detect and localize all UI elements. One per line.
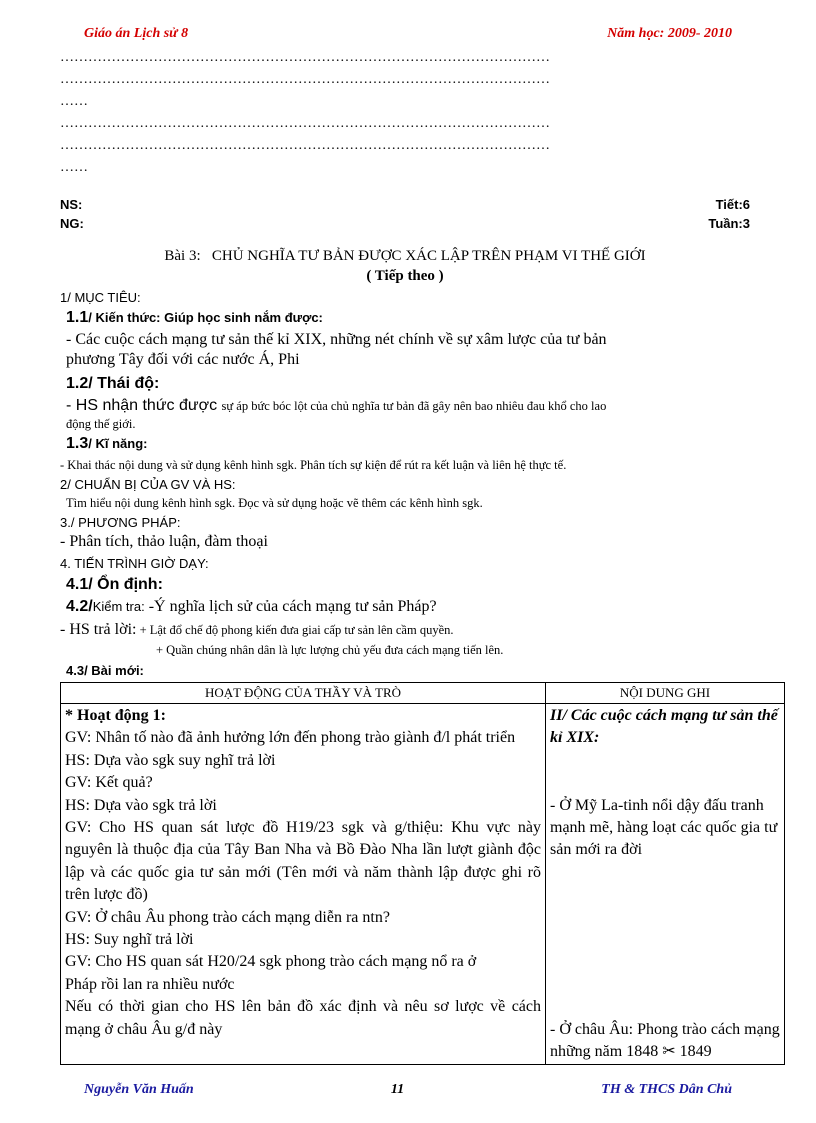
student-answer-point: + Lật đổ chế độ phong kiến đưa giai cấp tư sản lên cầm quyền. — [136, 623, 454, 637]
section-preparation-heading: 2/ CHUẨN BỊ CỦA GV VÀ HS: — [60, 477, 236, 492]
section-method-heading: 3./ PHƯƠNG PHÁP: — [60, 515, 181, 530]
skills-text: - Khai thác nội dung và sử dụng kênh hình sgk. Phân tích sự kiện để rút ra kết luận và liên hệ thực tế. — [60, 458, 567, 472]
activity-line: HS: Dựa vào sgk trả lời — [65, 796, 217, 814]
knowledge-text: phương Tây đối với các nước Á, Phi — [66, 351, 300, 368]
preparation-text: Tìm hiểu nội dung kênh hình sgk. Đọc và sử dụng hoặc vẽ thêm các kênh hình sgk. — [66, 496, 483, 510]
table-row — [61, 704, 785, 1065]
activity-line: HS: Suy nghĩ trả lời — [65, 931, 194, 949]
activity-line: * Hoạt động 1: — [65, 707, 166, 724]
content-point — [550, 1019, 780, 1064]
lesson-plan-table — [60, 682, 785, 1065]
page-number: 11 — [390, 1082, 405, 1097]
activity-line: GV: Cho HS quan sát H20/24 sgk phong trào cách mạng nổ ra ở — [65, 953, 477, 971]
content-cell — [546, 704, 785, 1065]
page-header — [84, 26, 732, 42]
activity-line: Nếu có thời gian cho HS lên bản đồ xác định và nêu sơ lược về cách mạng ở châu Âu g/đ này — [65, 998, 541, 1038]
method-text: - Phân tích, thảo luận, đàm thoại — [60, 533, 268, 550]
dotted-line: …… — [60, 160, 88, 175]
activity-line: GV: Cho HS quan sát lược đồ H19/23 sgk và g/thiệu: Khu vực này nguyên là thuộc địa của Tây Ban Nha và Bồ Đào Nha lần lượt giành độc lập và các quốc gia tư sản mới (Tên mới và năm thành lập được ghi rõ trên lược đồ) — [65, 819, 541, 904]
table-header-content: NỘI DUNG GHI — [546, 683, 785, 704]
tuan-label: Tuần:3 — [708, 216, 750, 231]
attitude-heading: 1.2/ Thái độ: — [66, 375, 160, 392]
knowledge-label: / Kiến thức: Giúp học sinh nắm được: — [88, 310, 323, 325]
check-question: -Ý nghĩa lịch sử của cách mạng tư sản Pháp? — [144, 598, 437, 615]
knowledge-heading — [66, 309, 766, 327]
knowledge-number: 1.1 — [66, 309, 89, 326]
section-process-heading: 4. TIẾN TRÌNH GIỜ DẠY: — [60, 556, 209, 571]
check-number: 4.2/ — [66, 598, 93, 615]
table-header-activities: HOẠT ĐỘNG CỦA THẦY VÀ TRÒ — [61, 683, 546, 704]
student-answer-point: + Quần chúng nhân dân là lực lượng chủ yếu đưa cách mạng tiến lên. — [156, 643, 504, 657]
lesson-meta — [60, 195, 750, 233]
activity-line: GV: Kết quả? — [65, 774, 153, 792]
dotted-line: …………………………………………………………………………………………… — [60, 50, 550, 65]
scissors-icon: ✂ — [662, 1042, 676, 1060]
lesson-number: Bài 3: — [164, 248, 201, 264]
student-answer-label: - HS trả lời: — [60, 621, 137, 638]
ns-label: NS: — [60, 197, 83, 212]
check-heading — [66, 598, 766, 616]
attitude-text: động thế giới. — [66, 417, 136, 431]
ng-label: NG: — [60, 216, 84, 231]
activity-line: Pháp rồi lan ra nhiều nước — [65, 975, 235, 993]
activity-line: GV: Ở châu Âu phong trào cách mạng diễn ra ntn? — [65, 908, 390, 926]
activity-line: GV: Nhân tố nào đã ảnh hưởng lớn đến phong trào giành đ/l phát triển — [65, 729, 516, 747]
footer-school: TH & THCS Dân Chủ — [601, 1082, 732, 1097]
header-school-year: Năm học: 2009- 2010 — [607, 26, 732, 41]
dotted-line: …………………………………………………………………………………………… — [60, 72, 550, 87]
dotted-line: …………………………………………………………………………………………… — [60, 116, 550, 131]
skills-label: / Kĩ năng: — [88, 436, 148, 451]
section-objectives-heading: 1/ MỤC TIÊU: — [60, 290, 141, 305]
activity-line: HS: Dựa vào sgk suy nghĩ trả lời — [65, 751, 276, 769]
lesson-subtitle: ( Tiếp theo ) — [366, 268, 444, 284]
content-heading: II/ Các cuộc cách mạng tư sản thế kỉ XIX: — [550, 707, 778, 747]
footer-author: Nguyễn Văn Huấn — [84, 1082, 194, 1097]
attitude-text — [66, 397, 766, 415]
new-lesson-heading: 4.3/ Bài mới: — [66, 663, 144, 678]
content-point-year: 1849 — [679, 1042, 712, 1060]
tiet-label: Tiết:6 — [715, 197, 750, 212]
student-answer — [60, 621, 760, 639]
page-footer — [84, 1082, 732, 1098]
attitude-body: sự áp bức bóc lột của chủ nghĩa tư bản đã gây nên bao nhiêu đau khổ cho lao — [221, 399, 607, 413]
activities-cell — [61, 704, 546, 1065]
skills-heading — [66, 435, 766, 453]
lesson-title — [60, 248, 750, 265]
stabilize-heading: 4.1/ Ổn định: — [66, 576, 163, 593]
skills-number: 1.3 — [66, 435, 89, 452]
dotted-line: …… — [60, 94, 88, 109]
content-point-text: - Ở châu Âu: Phong trào cách mạng những năm 1848 — [550, 1020, 780, 1060]
table-header-row — [61, 683, 785, 704]
lesson-title-text: CHỦ NGHĨA TƯ BẢN ĐƯỢC XÁC LẬP TRÊN PHẠM VI THẾ GIỚI — [211, 248, 646, 264]
knowledge-text: - Các cuộc cách mạng tư sản thế kỉ XIX, những nét chính về sự xâm lược của tư bản — [66, 331, 607, 348]
check-label: Kiểm tra: — [92, 599, 145, 614]
attitude-lead: - HS nhận thức được — [66, 397, 222, 414]
dotted-line: …………………………………………………………………………………………… — [60, 138, 550, 153]
header-subject: Giáo án Lịch sử 8 — [84, 26, 189, 41]
content-point: - Ở Mỹ La-tinh nổi dậy đấu tranh mạnh mẽ, hàng loạt các quốc gia tư sản mới ra đời — [550, 796, 778, 859]
